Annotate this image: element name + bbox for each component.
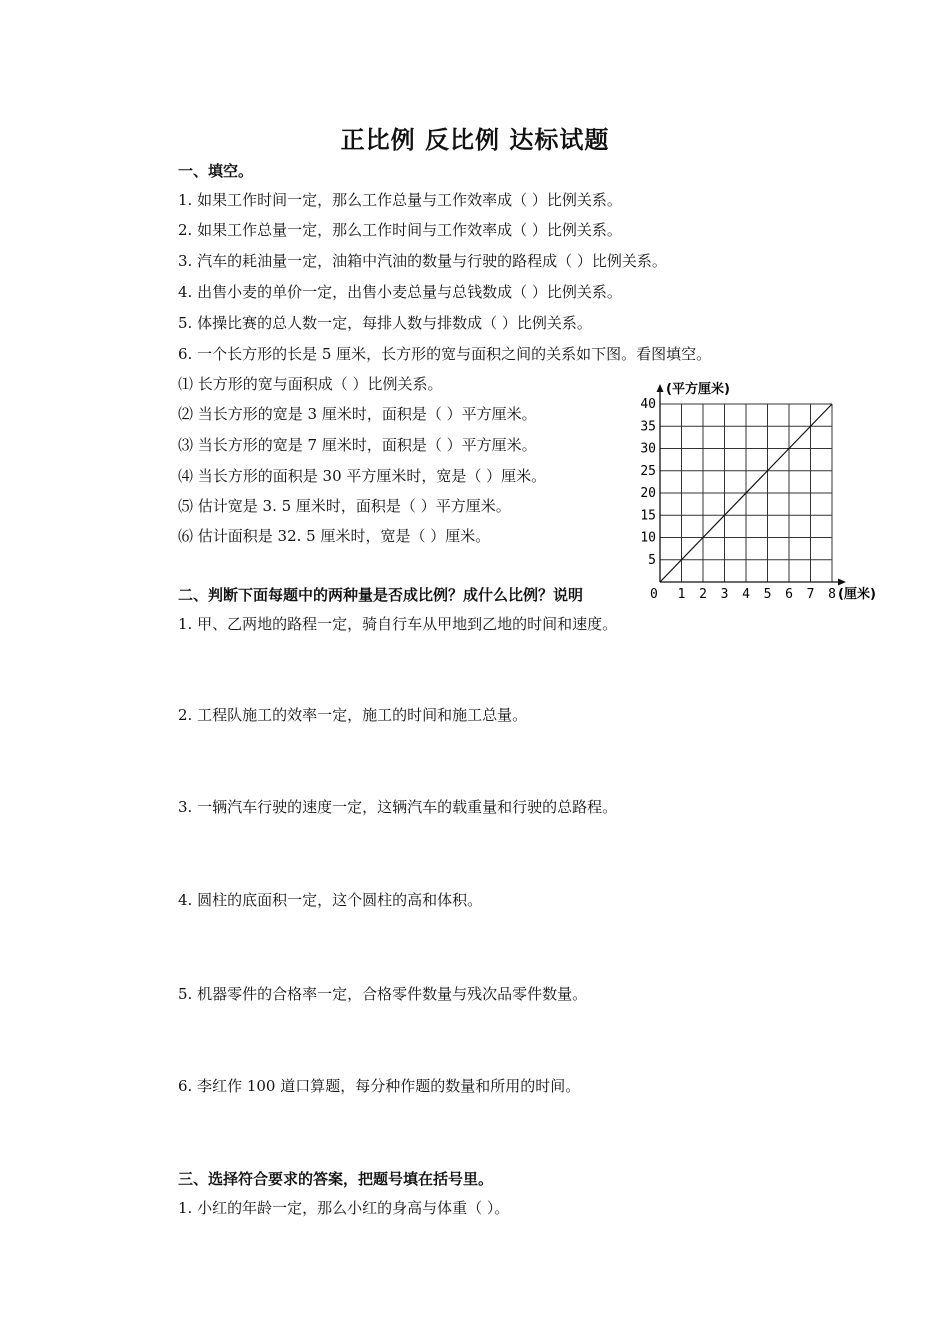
section1-heading: 一、填空。 — [178, 162, 254, 180]
x-axis-arrow — [838, 579, 846, 586]
subquestion-3: ⑶ 当长方形的宽是 7 厘米时，面积是（ ）平方厘米。 — [178, 436, 537, 454]
judge-question-5: 5. 机器零件的合格率一定，合格零件数量与残次品零件数量。 — [178, 985, 588, 1003]
question-1-1: 1. 如果工作时间一定，那么工作总量与工作效率成（ ）比例关系。 — [178, 191, 622, 209]
y-tick-label: 10 — [640, 530, 656, 546]
y-tick-label: 30 — [640, 441, 656, 457]
y-tick-label: 20 — [640, 486, 656, 501]
y-axis-unit: (平方厘米) — [666, 382, 730, 397]
judge-question-4: 4. 圆柱的底面积一定，这个圆柱的高和体积。 — [178, 891, 483, 909]
width-area-graph — [632, 373, 892, 603]
x-tick-label: 4 — [742, 587, 750, 602]
y-tick-labels — [640, 397, 656, 568]
question-1-3: 3. 汽车的耗油量一定，油箱中汽油的数量与行驶的路程成（ ）比例关系。 — [178, 252, 667, 270]
judge-question-1: 1. 甲、乙两地的路程一定，骑自行车从甲地到乙地的时间和速度。 — [178, 615, 618, 633]
origin-label: 0 — [650, 587, 658, 602]
x-tick-label: 1 — [677, 587, 686, 602]
y-axis-arrow — [657, 384, 664, 392]
x-tick-label: 7 — [806, 587, 815, 602]
x-tick-label: 6 — [785, 587, 793, 602]
judge-question-3: 3. 一辆汽车行驶的速度一定，这辆汽车的载重量和行驶的总路程。 — [178, 798, 618, 816]
y-tick-label: 15 — [640, 508, 656, 524]
question-1-5: 5. 体操比赛的总人数一定，每排人数与排数成（ ）比例关系。 — [178, 314, 592, 332]
judge-question-2: 2. 工程队施工的效率一定，施工的时间和施工总量。 — [178, 706, 528, 724]
subquestion-4: ⑷ 当长方形的面积是 30 平方厘米时，宽是（ ）厘米。 — [178, 467, 547, 485]
x-axis-unit: (厘米) — [838, 587, 876, 602]
y-tick-label: 5 — [648, 552, 656, 568]
x-tick-label: 8 — [828, 587, 836, 602]
subquestion-5: ⑸ 估计宽是 3. 5 厘米时，面积是（ ）平方厘米。 — [178, 497, 511, 515]
y-tick-label: 35 — [640, 419, 656, 435]
subquestion-2: ⑵ 当长方形的宽是 3 厘米时，面积是（ ）平方厘米。 — [178, 405, 537, 423]
section2-heading: 二、判断下面每题中的两种量是否成比例？成什么比例？说明 — [178, 586, 584, 604]
choice-question-1: 1. 小红的年龄一定，那么小红的身高与体重（ ）。 — [178, 1199, 510, 1217]
y-tick-label: 25 — [640, 463, 656, 479]
graph-axes — [657, 384, 847, 586]
section3-heading: 三、选择符合要求的答案，把题号填在括号里。 — [178, 1170, 494, 1188]
y-tick-label: 40 — [640, 397, 656, 412]
x-tick-labels — [678, 587, 836, 602]
question-1-6: 6. 一个长方形的长是 5 厘米，长方形的宽与面积之间的关系如下图。看图填空。 — [178, 345, 712, 363]
question-1-4: 4. 出售小麦的单价一定，出售小麦总量与总钱数成（ ）比例关系。 — [178, 283, 622, 301]
subquestion-1: ⑴ 长方形的宽与面积成（ ）比例关系。 — [178, 375, 443, 393]
x-tick-label: 2 — [699, 587, 707, 602]
judge-question-6: 6. 李红作 100 道口算题，每分种作题的数量和所用的时间。 — [178, 1077, 581, 1095]
question-1-2: 2. 如果工作总量一定，那么工作时间与工作效率成（ ）比例关系。 — [178, 221, 622, 239]
subquestion-6: ⑹ 估计面积是 32. 5 厘米时，宽是（ ）厘米。 — [178, 527, 491, 545]
page-title: 正比例 反比例 达标试题 — [340, 126, 610, 154]
x-tick-label: 3 — [720, 587, 729, 602]
x-tick-label: 5 — [763, 587, 772, 602]
